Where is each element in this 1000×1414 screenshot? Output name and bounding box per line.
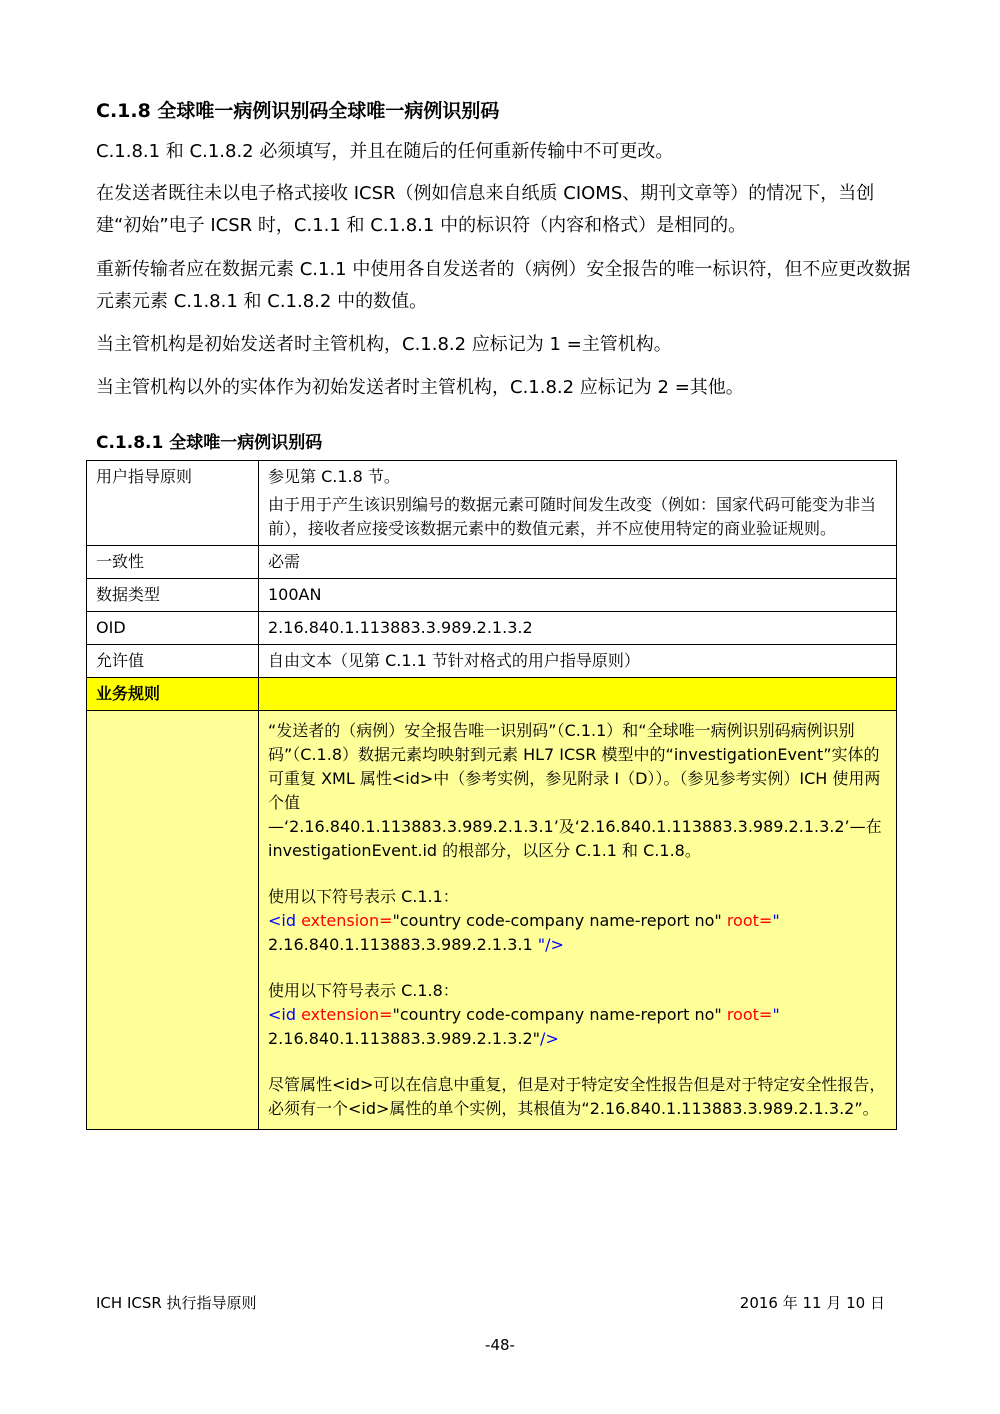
xml-tag-open: <id xyxy=(268,911,297,930)
label-conformance: 一致性 xyxy=(87,546,259,579)
c11-intro: 使用以下符号表示 C.1.1： xyxy=(268,887,459,906)
label-user-guide: 用户指导原则 xyxy=(87,461,259,546)
footer-title: ICH ICSR 执行指导原则 xyxy=(96,1294,257,1312)
xml-c18-line1 xyxy=(268,1003,887,1027)
rules-p-last: 尽管属性<id>可以在信息中重复，但是对于特定安全性报告但是对于特定安全性报告，必须有一个<id>属性的单个实例，其根值为“2.16.840.1.113883.3.989.2.1.3.2”。 xyxy=(268,1075,886,1118)
section-heading: C.1.8 全球唯一病例识别码全球唯一病例识别码 xyxy=(96,100,500,122)
value-user-guide xyxy=(259,461,897,546)
xml-c11-line2 xyxy=(268,933,887,957)
business-rules-content xyxy=(259,711,897,1130)
xml-c18-root: 2.16.840.1.113883.3.989.2.1.3.2" xyxy=(268,1029,540,1048)
row-business-rules xyxy=(87,711,897,1130)
paragraph-2: 在发送者既往未以电子格式接收 ICSR（例如信息来自纸质 CIOMS、期刊文章等）的情况下，当创建“初始”电子 ICSR 时，C.1.1 和 C.1.8.1 中的标识符（内容和格式）是相同的。 xyxy=(96,183,875,236)
paragraph-3: 重新传输者应在数据元素 C.1.1 中使用各自发送者的（病例）安全报告的唯一标识符，但不应更改数据元素元素 C.1.8.1 和 C.1.8.2 中的数值。 xyxy=(96,259,911,312)
label-business-rules: 业务规则 xyxy=(87,678,259,711)
row-oid xyxy=(87,612,897,645)
c18-intro: 使用以下符号表示 C.1.8： xyxy=(268,981,459,1000)
spec-table xyxy=(86,460,897,1130)
value-oid: 2.16.840.1.113883.3.989.2.1.3.2 xyxy=(259,612,897,645)
row-user-guide xyxy=(87,461,897,546)
page-number: -48- xyxy=(485,1336,515,1354)
xml-tag-open-2: <id xyxy=(268,1005,297,1024)
xml-c18-close: /> xyxy=(540,1029,559,1048)
xml-c11-root: 2.16.840.1.113883.3.989.2.1.3.1 xyxy=(268,935,533,954)
xml-ext-value-2: "country code-company name-report no" xyxy=(392,1005,722,1024)
user-guide-p1: 参见第 C.1.8 节。 xyxy=(268,467,400,486)
business-rules-header-empty xyxy=(259,678,897,711)
row-business-rules-header xyxy=(87,678,897,711)
xml-root-attr-2: root= xyxy=(721,1005,773,1024)
business-rules-blank xyxy=(87,711,259,1130)
rules-p1: “发送者的（病例）安全报告唯一识别码”（C.1.1）和“全球唯一病例识别码病例识别码”（C.1.8）数据元素均映射到元素 HL7 ICSR 模型中的“investigationEvent”实体的可重复 XML 属性<id>中（参考实例，参见附录 I（D））。（参见参考实例）ICH 使用两个值—‘2.16.840.1.113883.3.989.2.1.3.1’及‘2.16.840.1.113883.3.989.2.1.3.2’—在 investigationEvent.id 的根部分，以区分 C.1.1 和 C.1.8。 xyxy=(268,721,882,860)
value-conformance: 必需 xyxy=(259,546,897,579)
value-datatype: 100AN xyxy=(259,579,897,612)
value-allowed: 自由文本（见第 C.1.1 节针对格式的用户指导原则） xyxy=(259,645,897,678)
label-datatype: 数据类型 xyxy=(87,579,259,612)
label-oid: OID xyxy=(87,612,259,645)
row-datatype xyxy=(87,579,897,612)
xml-c11-line1 xyxy=(268,909,887,933)
xml-ext-attr-2: extension= xyxy=(296,1005,393,1024)
xml-quote: " xyxy=(772,911,780,930)
table-title: C.1.8.1 全球唯一病例识别码 xyxy=(96,433,323,453)
xml-c11-close: "/> xyxy=(532,935,564,954)
xml-c18-line2 xyxy=(268,1027,887,1051)
label-allowed: 允许值 xyxy=(87,645,259,678)
paragraph-1: C.1.8.1 和 C.1.8.2 必须填写，并且在随后的任何重新传输中不可更改。 xyxy=(96,141,674,162)
xml-quote-2: " xyxy=(772,1005,780,1024)
row-allowed xyxy=(87,645,897,678)
paragraph-5: 当主管机构以外的实体作为初始发送者时主管机构，C.1.8.2 应标记为 2 =其他。 xyxy=(96,377,744,398)
user-guide-p2: 由于用于产生该识别编号的数据元素可随时间发生改变（例如：国家代码可能变为非当前），接收者应接受该数据元素中的数值元素，并不应使用特定的商业验证规则。 xyxy=(268,495,877,538)
row-conformance xyxy=(87,546,897,579)
xml-ext-value: "country code-company name-report no" xyxy=(392,911,722,930)
xml-root-attr: root= xyxy=(721,911,773,930)
paragraph-4: 当主管机构是初始发送者时主管机构，C.1.8.2 应标记为 1 =主管机构。 xyxy=(96,334,672,355)
footer-date: 2016 年 11 月 10 日 xyxy=(739,1294,885,1312)
xml-ext-attr: extension= xyxy=(296,911,393,930)
